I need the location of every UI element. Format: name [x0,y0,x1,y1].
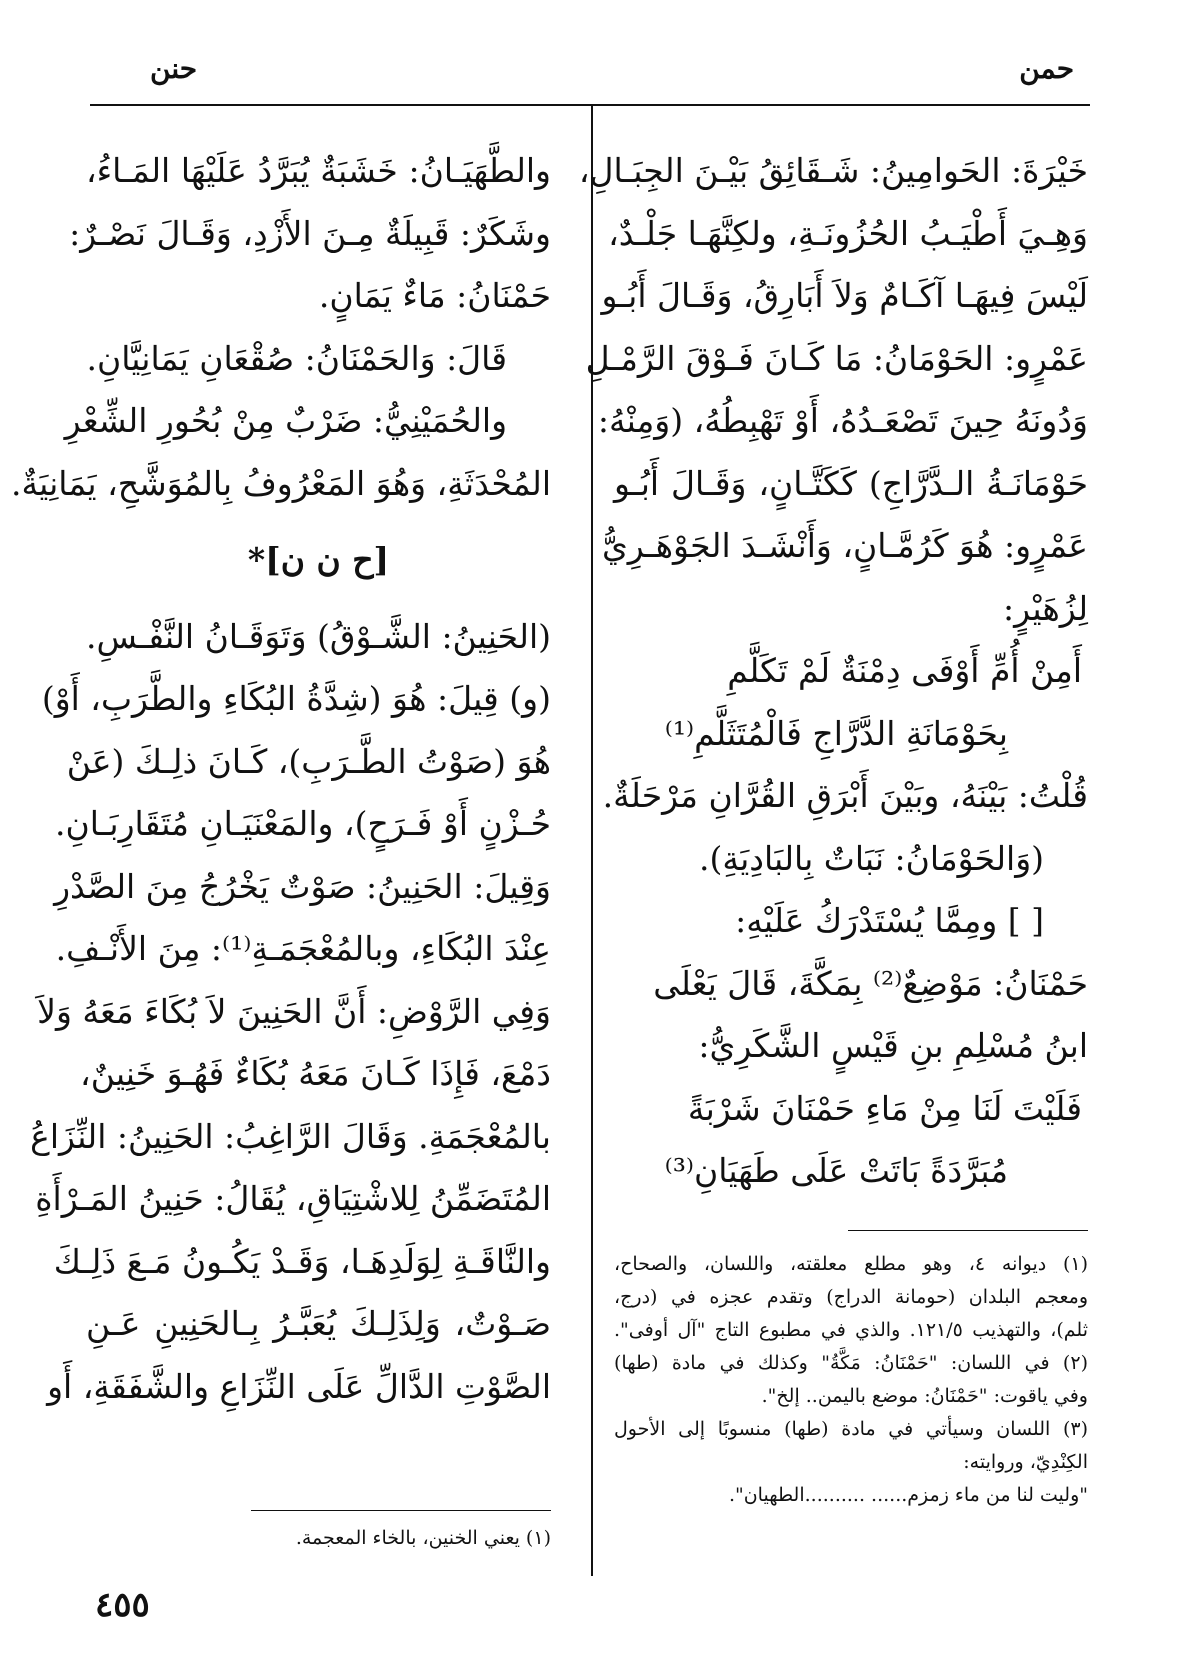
text-line: وشَكَرٌ: قَبِيلَةٌ مِـنَ الأَزْدِ، وَقَـالَ نَصْـرٌ: [69,213,551,253]
text-line: صَـوْتٌ، وَلِذَلِـكَ يُعَبَّـرُ بِـالحَنِينِ عَـنِ [86,1304,551,1343]
text-line: المُحْدَثَةِ، وَهُوَ المَعْرُوفُ بِالمُوَشَّحِ، يَمَانِيَةٌ. [10,463,551,503]
header-rule [90,104,1090,106]
verse-line: بِحَوْمَانَةِ الدَّرَّاجِ فَالْمُتَثَلَّمِ⁽¹⁾ [664,713,1008,753]
verse-line: مُبَرَّدَةً بَاتَتْ عَلَى طَهَيَانِ⁽³⁾ [664,1151,1008,1190]
text-line: قُلْتُ: بَيْنَهُ، وبَيْنَ أَبْرَقِ القُرَّانِ مَرْحَلَةٌ. [602,776,1088,815]
footnote-line: الكِنْدِيّ، وروايته: [963,1451,1088,1473]
left-column [10,140,551,1418]
entry-heading: [ح ن ن]* [247,540,390,579]
footnote-line: ومعجم البلدان (حومانة الدراج) وتقدم عجزه في (درج، [614,1286,1088,1308]
text-line: [ ] ومِمَّا يُسْتَدْرَكُ عَلَيْهِ: [735,901,1044,940]
footnote-rule [848,1230,1088,1231]
footnote-line: وفي ياقوت: "حَمْنَانُ: موضع باليمن.. إلخ". [761,1385,1088,1407]
header-left-entry: حنن [150,52,198,85]
text-line: حَوْمَانَـةُ الـدَّرَّاجِ) كَكَتَّـانٍ، وَقَـالَ أَبُـو [614,463,1088,503]
left-footnotes [86,1522,551,1555]
text-line: بالمُعْجَمَةِ. وَقَالَ الرَّاغِبُ: الحَنِينُ: النِّزَاعُ [30,1116,551,1156]
text-line: عِنْدَ البُكَاءِ، وبالمُعْجَمَـةِ⁽¹⁾: مِنَ الأَنْـفِ. [55,929,551,968]
right-column [578,140,1088,1203]
text-line: دَمْعَ، فَإِذَا كَـانَ مَعَهُ بُكَاءٌ فَهُـوَ خَنِينٌ، [80,1054,551,1093]
text-line: عَمْرٍو: هُوَ كَرُمَّـانٍ، وَأَنْشَـدَ الجَوْهَـرِيُّ [601,526,1088,565]
text-line: لَيْسَ فِيهَـا آكَـامٌ وَلاَ أَبَارِقُ، وَقَـالَ أَبُـو [601,276,1088,315]
text-line: قَالَ: وَالحَمْنَانُ: صُقْعَانِ يَمَانِيَّانِ. [86,338,507,378]
footnote-line: (١) ديوانه ٤، وهو مطلع معلقته، واللسان، والصحاح، [614,1253,1088,1275]
text-line: خَيْرَةَ: الحَوامِينُ: شَـقَائِقُ بَيْـنَ الجِبَـالِ، [578,151,1088,190]
text-line: الصَّوْتِ الدَّالِّ عَلَى النِّزَاعِ والشَّفَقَةِ، أَو [47,1366,551,1406]
footnote-line: ثلم)، والتهذيب ١٢١/٥. والذي في مطبوع التاج "آل أوفى". [614,1319,1088,1341]
text-line: وَقِيلَ: الحَنِينُ: صَوْتٌ يَخْرُجُ مِنَ الصَّدْرِ [54,866,551,906]
right-footnotes [614,1248,1088,1512]
text-line: المُتَضَمِّنُ لِلاشْتِيَاقِ، يُقَالُ: حَنِينُ المَـرْأَةِ [35,1179,551,1218]
text-line: حَمْنَانُ: مَاءٌ يَمَانٍ. [318,276,551,315]
column-divider [591,106,593,1576]
text-line: حَمْنَانُ: مَوْضِعٌ⁽²⁾ بِمَكَّةَ، قَالَ يَعْلَى [653,963,1088,1003]
page-number: ٤٥٥ [95,1585,150,1625]
text-line: والنَّاقَـةِ لِوَلَدِهَـا، وَقَـدْ يَكُـونُ مَـعَ ذَلِـكَ [53,1241,551,1281]
verse-line: أَمِنْ أُمِّ أَوْفَى دِمْنَةٌ لَمْ تَكَلَّمِ [727,651,1082,690]
verse-line: فَلَيْتَ لَنَا مِنْ مَاءِ حَمْنَانَ شَرْبَةً [687,1088,1082,1128]
header-right-entry: حمن [1019,52,1074,85]
text-line: هُوَ (صَوْتُ الطَّـرَبِ)، كَـانَ ذلِـكَ (عَنْ [66,741,551,781]
text-line: وَهِـيَ أَطْيَـبُ الحُزُونَـةِ، ولكِنَّهَـا جَلْـدٌ، [608,213,1088,253]
text-line: حُـزْنٍ أَوْ فَـرَحٍ)، والمَعْنَيَـانِ مُتَقَارِبَـانِ. [54,804,551,843]
text-line: والحُمَيْنِيُّ: ضَرْبٌ مِنْ بُحُورِ الشِّعْرِ [64,401,507,440]
text-line: لِزُهَيْرٍ: [1003,588,1088,628]
footnote-line: (١) يعني الخنين، بالخاء المعجمة. [295,1527,551,1549]
text-line: وَفِي الرَّوْضِ: أَنَّ الحَنِينَ لاَ بُكَاءَ مَعَهُ وَلاَ [37,991,551,1031]
text-line: والطَّهَيَـانُ: خَشَبَةٌ يُبَرَّدُ عَلَيْهَا المَـاءُ، [86,151,551,190]
footnote-line: (٢) في اللسان: "حَمْنَانُ: مَكَّةُ" وكذلك في مادة (طها) [614,1352,1088,1374]
text-line: ابنُ مُسْلِمِ بنِ قَيْسٍ الشَّكَرِيُّ: [698,1026,1088,1065]
footnote-line: "وليت لنا من ماء زمزم...... ..........الطهيان". [728,1484,1088,1506]
text-line: عَمْرٍو: الحَوْمَانُ: مَا كَـانَ فَـوْقَ الرَّمْـلِ [585,338,1088,378]
footnote-rule [251,1510,551,1511]
footnote-line: (٣) اللسان وسيأتي في مادة (طها) منسوبًا إلى الأحول [614,1418,1088,1440]
text-line: وَدُونَهُ حِينَ تَصْعَـدُهُ، أَوْ تَهْبِطُهُ، (وَمِنْهُ: [597,401,1088,440]
text-line: (وَالحَوْمَانُ: نَبَاتٌ بِالبَادِيَةِ). [699,838,1044,878]
text-line: (و) قِيلَ: هُوَ (شِدَّةُ البُكَاءِ والطَّرَبِ، أَوْ) [41,679,551,718]
text-line: (الحَنِينُ: الشَّـوْقُ) وَتَوَقَـانُ النَّفْـسِ. [86,616,551,656]
